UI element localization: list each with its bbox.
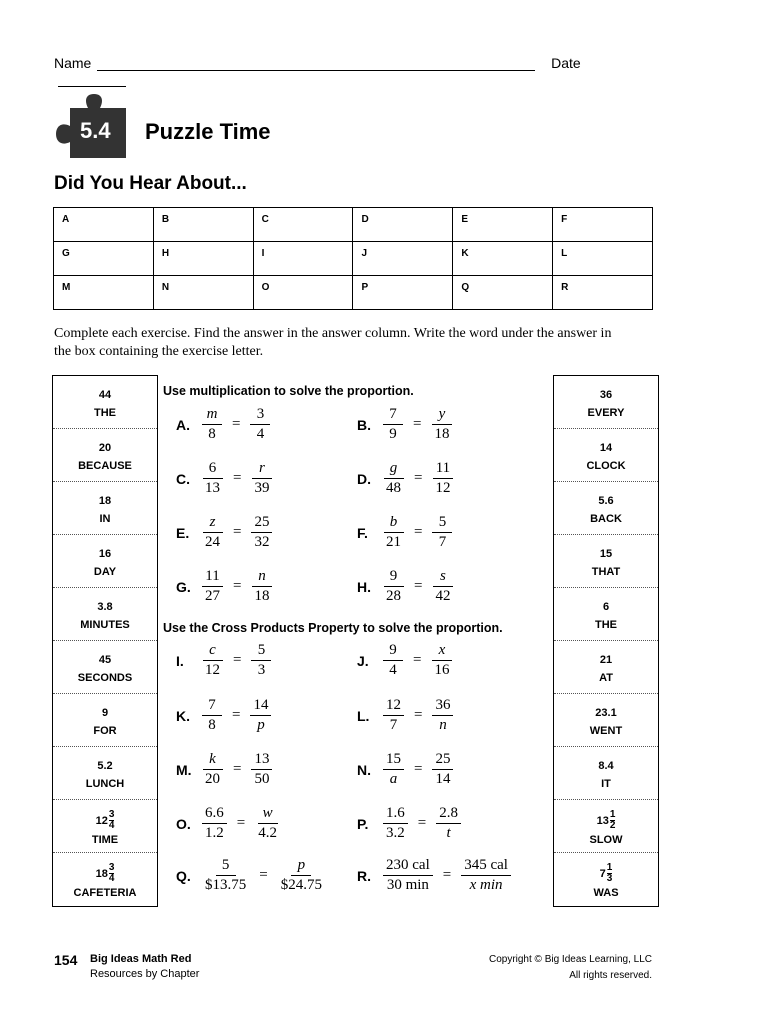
- mixed-num: 3: [108, 809, 115, 820]
- mixed-den: 2: [609, 820, 616, 831]
- answer-cell: [53, 482, 157, 535]
- grid-cell[interactable]: E: [453, 208, 553, 242]
- exercise-label: N.: [357, 761, 371, 778]
- fraction: [202, 642, 223, 679]
- numerator: 13: [251, 751, 272, 770]
- denominator: 48: [386, 480, 401, 496]
- equals-sign: =: [236, 815, 246, 831]
- grid-cell[interactable]: F: [553, 208, 653, 242]
- equals-sign: =: [414, 524, 423, 540]
- numerator: 5: [216, 857, 236, 876]
- book-title-line2: Resources by Chapter: [90, 968, 200, 980]
- exercise-label: C.: [176, 470, 190, 487]
- equals-sign: =: [232, 416, 241, 432]
- answer-cell: [554, 800, 658, 853]
- fraction: [431, 642, 452, 679]
- answer-cell: [53, 800, 157, 853]
- fraction: [202, 514, 223, 551]
- answer-word: TIME: [91, 834, 119, 846]
- numerator: 36: [432, 697, 453, 716]
- exercise-d: [357, 460, 457, 497]
- numerator: s: [433, 568, 453, 587]
- name-date-row: [54, 55, 654, 87]
- denominator: n: [439, 717, 447, 733]
- fraction: [251, 514, 272, 551]
- denominator: 24: [205, 534, 220, 550]
- fraction: [431, 406, 452, 443]
- equals-sign: =: [232, 707, 241, 723]
- answer-value: 44: [98, 389, 112, 401]
- answer-cell: [554, 588, 658, 641]
- numerator: n: [252, 568, 272, 587]
- answer-cell: [554, 429, 658, 482]
- denominator: 7: [389, 717, 398, 733]
- answer-cell: [53, 694, 157, 747]
- fraction: [383, 460, 404, 497]
- numerator: y: [432, 406, 452, 425]
- fraction: [383, 406, 403, 443]
- section-heading-cross-products: Use the Cross Products Property to solve the proportion.: [163, 621, 503, 635]
- equals-sign: =: [414, 761, 423, 777]
- fraction: [202, 460, 223, 497]
- denominator: 4.2: [258, 825, 277, 841]
- denominator: 18: [254, 588, 270, 604]
- exercise-r: [357, 857, 515, 894]
- answer-word: LUNCH: [85, 778, 125, 790]
- grid-cell[interactable]: N: [153, 276, 253, 310]
- fraction: [432, 568, 453, 605]
- fraction: [383, 697, 404, 734]
- answer-word: BACK: [590, 513, 622, 525]
- grid-cell[interactable]: Q: [453, 276, 553, 310]
- fraction: [202, 805, 227, 842]
- answer-value: 5.6: [598, 495, 614, 507]
- answer-word: WAS: [593, 887, 619, 899]
- fraction: [202, 568, 223, 605]
- fraction: [251, 568, 272, 605]
- exercise-e: [176, 514, 276, 551]
- grid-cell[interactable]: J: [353, 242, 453, 276]
- fraction: [436, 805, 461, 842]
- equals-sign: =: [413, 652, 422, 668]
- book-title-line1: Big Ideas Math Red: [90, 953, 192, 965]
- grid-cell[interactable]: B: [153, 208, 253, 242]
- section-heading-multiplication: Use multiplication to solve the proportion.: [163, 384, 414, 398]
- fraction: [432, 514, 452, 551]
- denominator: 12: [435, 480, 451, 496]
- answer-grid: [53, 207, 653, 310]
- copyright-line: Copyright © Big Ideas Learning, LLC: [488, 954, 652, 965]
- numerator: c: [203, 642, 223, 661]
- exercise-label: K.: [176, 707, 190, 724]
- fraction: [202, 406, 222, 443]
- fraction: [383, 857, 433, 894]
- date-label: Date: [551, 55, 581, 71]
- denominator: 27: [205, 588, 220, 604]
- equals-sign: =: [413, 416, 422, 432]
- numerator: 11: [433, 460, 453, 479]
- numerator: 5: [432, 514, 452, 533]
- fraction: [383, 751, 404, 788]
- section-badge: 5.4: [80, 118, 111, 143]
- grid-cell[interactable]: O: [253, 276, 353, 310]
- denominator: 14: [435, 771, 451, 787]
- numerator: 25: [251, 514, 272, 533]
- mixed-whole: 12: [95, 814, 108, 827]
- exercise-p: [357, 805, 465, 842]
- numerator: 9: [384, 568, 404, 587]
- exercise-label: J.: [357, 652, 369, 669]
- answer-value: 45: [98, 654, 112, 666]
- answer-cell: [554, 853, 658, 906]
- answer-cell: [554, 376, 658, 429]
- answer-word: IT: [601, 778, 611, 790]
- denominator: 3.2: [386, 825, 405, 841]
- answer-value: 18: [98, 495, 112, 507]
- equals-sign: =: [233, 652, 242, 668]
- answer-word: SLOW: [589, 834, 623, 846]
- denominator: 16: [434, 662, 450, 678]
- mixed-whole: 13: [596, 814, 609, 827]
- mixed-den: 4: [108, 820, 115, 831]
- mixed-den: 4: [108, 873, 115, 884]
- exercise-label: E.: [176, 524, 190, 541]
- fraction: [250, 406, 270, 443]
- numerator: p: [291, 857, 311, 876]
- equals-sign: =: [414, 578, 423, 594]
- answer-word: BECAUSE: [78, 460, 132, 472]
- answer-value: 16: [98, 548, 112, 560]
- fraction: [251, 460, 272, 497]
- numerator: 1.6: [383, 805, 408, 824]
- denominator: 12: [205, 662, 220, 678]
- equals-sign: =: [233, 470, 242, 486]
- date-line[interactable]: [58, 86, 126, 87]
- numerator: 6.6: [202, 805, 227, 824]
- numerator: 345 cal: [461, 857, 511, 876]
- equals-sign: =: [417, 815, 427, 831]
- denominator: 8: [208, 717, 216, 733]
- equals-sign: =: [414, 470, 423, 486]
- fraction: [383, 805, 408, 842]
- numerator: 3: [250, 406, 270, 425]
- exercise-o: [176, 805, 284, 842]
- answer-value: 36: [599, 389, 613, 401]
- numerator: 6: [203, 460, 223, 479]
- answer-word: MINUTES: [80, 619, 130, 631]
- answer-cell: [554, 641, 658, 694]
- denominator: 4: [256, 426, 265, 442]
- denominator: 32: [254, 534, 270, 550]
- answer-cell: [53, 535, 157, 588]
- answer-cell: [554, 747, 658, 800]
- fraction: [250, 697, 271, 734]
- denominator: 9: [389, 426, 397, 442]
- numerator: 2.8: [436, 805, 461, 824]
- exercise-f: [357, 514, 456, 551]
- denominator: 30 min: [386, 877, 429, 893]
- answer-word: AT: [599, 672, 613, 684]
- grid-cell[interactable]: K: [453, 242, 553, 276]
- page-number: 154: [54, 952, 78, 968]
- numerator: k: [203, 751, 223, 770]
- exercise-label: D.: [357, 470, 371, 487]
- numerator: 15: [383, 751, 404, 770]
- numerator: 230 cal: [383, 857, 433, 876]
- answer-value: 14: [599, 442, 613, 454]
- exercise-label: R.: [357, 867, 371, 884]
- exercise-label: P.: [357, 815, 369, 832]
- exercise-l: [357, 697, 457, 734]
- equals-sign: =: [233, 524, 242, 540]
- answer-cell: [53, 747, 157, 800]
- exercise-i: [176, 642, 275, 679]
- mixed-num: 1: [606, 862, 613, 873]
- answer-value: [554, 810, 658, 831]
- denominator: 4: [389, 662, 397, 678]
- exercise-b: [357, 406, 456, 443]
- exercise-label: Q.: [176, 867, 191, 884]
- answer-cell: [554, 482, 658, 535]
- exercise-g: [176, 568, 276, 605]
- instructions: Complete each exercise. Find the answer in the answer column. Write the word under the answer in the box containing the exercise letter.: [54, 326, 612, 359]
- exercise-a: [176, 406, 274, 443]
- mixed-whole: 18: [95, 867, 108, 880]
- copyright: [420, 952, 652, 984]
- numerator: r: [252, 460, 272, 479]
- numerator: 12: [383, 697, 404, 716]
- grid-cell[interactable]: C: [253, 208, 353, 242]
- denominator: x min: [469, 877, 503, 893]
- denominator: 50: [254, 771, 270, 787]
- answer-cell: [554, 694, 658, 747]
- fraction: [251, 751, 272, 788]
- fraction: [202, 697, 222, 734]
- book-title: [90, 952, 199, 982]
- answer-value: 3.8: [97, 601, 113, 613]
- fraction: [278, 857, 325, 894]
- name-line[interactable]: [97, 70, 535, 71]
- grid-cell[interactable]: G: [54, 242, 154, 276]
- numerator: 9: [383, 642, 403, 661]
- answer-value: [53, 810, 157, 831]
- mixed-whole: 7: [599, 867, 606, 880]
- fraction: [461, 857, 511, 894]
- exercise-m: [176, 751, 276, 788]
- grid-cell[interactable]: H: [153, 242, 253, 276]
- fraction: [383, 642, 403, 679]
- denominator: 42: [435, 588, 451, 604]
- answer-word: THE: [94, 407, 116, 419]
- answer-cell: [53, 588, 157, 641]
- denominator: a: [389, 771, 398, 787]
- equals-sign: =: [233, 761, 242, 777]
- right-answer-column: [553, 375, 659, 907]
- grid-cell[interactable]: R: [553, 276, 653, 310]
- denominator: $13.75: [205, 877, 247, 893]
- denominator: t: [446, 825, 451, 841]
- fraction: [202, 857, 249, 894]
- mixed-num: 3: [108, 862, 115, 873]
- answer-value: 23.1: [595, 707, 617, 719]
- denominator: 8: [208, 426, 216, 442]
- denominator: $24.75: [280, 877, 322, 893]
- name-label: Name: [54, 55, 92, 71]
- exercise-label: H.: [357, 578, 371, 595]
- answer-value: 21: [599, 654, 613, 666]
- puzzle-question: Did You Hear About...: [54, 173, 247, 194]
- equals-sign: =: [414, 707, 423, 723]
- exercise-label: I.: [176, 652, 184, 669]
- denominator: p: [257, 717, 265, 733]
- answer-word: CAFETERIA: [73, 887, 137, 899]
- exercise-n: [357, 751, 457, 788]
- answer-value: 20: [98, 442, 112, 454]
- numerator: x: [432, 642, 452, 661]
- answer-cell: [53, 376, 157, 429]
- numerator: w: [258, 805, 278, 824]
- answer-cell: [53, 429, 157, 482]
- exercise-label: A.: [176, 416, 190, 433]
- exercise-label: B.: [357, 416, 371, 433]
- answer-value: 9: [101, 707, 109, 719]
- fraction: [255, 805, 280, 842]
- grid-cell[interactable]: L: [553, 242, 653, 276]
- fraction: [432, 751, 453, 788]
- answer-word: IN: [99, 513, 111, 525]
- answer-word: WENT: [589, 725, 623, 737]
- exercise-h: [357, 568, 457, 605]
- answer-cell: [53, 853, 157, 906]
- exercise-j: [357, 642, 456, 679]
- fraction: [202, 751, 223, 788]
- page-title: Puzzle Time: [145, 119, 271, 144]
- numerator: 25: [432, 751, 453, 770]
- denominator: 13: [205, 480, 220, 496]
- rights-line: All rights reserved.: [569, 970, 652, 981]
- denominator: 7: [438, 534, 447, 550]
- exercise-label: O.: [176, 815, 191, 832]
- fraction: [251, 642, 271, 679]
- answer-value: 5.2: [97, 760, 113, 772]
- fraction: [383, 568, 404, 605]
- answer-word: SECONDS: [77, 672, 133, 684]
- exercise-k: [176, 697, 275, 734]
- denominator: 28: [386, 588, 401, 604]
- denominator: 18: [434, 426, 450, 442]
- exercise-c: [176, 460, 276, 497]
- mixed-num: 1: [609, 809, 616, 820]
- grid-cell[interactable]: D: [353, 208, 453, 242]
- answer-value: [554, 863, 658, 884]
- exercise-label: L.: [357, 707, 370, 724]
- answer-word: DAY: [93, 566, 117, 578]
- denominator: 3: [257, 662, 266, 678]
- answer-value: [53, 863, 157, 884]
- numerator: 7: [202, 697, 222, 716]
- answer-cell: [53, 641, 157, 694]
- answer-word: THE: [595, 619, 617, 631]
- numerator: 7: [383, 406, 403, 425]
- equals-sign: =: [233, 578, 242, 594]
- numerator: g: [384, 460, 404, 479]
- grid-cell[interactable]: P: [353, 276, 453, 310]
- answer-cell: [554, 535, 658, 588]
- numerator: 11: [202, 568, 222, 587]
- denominator: 20: [205, 771, 220, 787]
- numerator: 5: [251, 642, 271, 661]
- left-answer-column: [52, 375, 158, 907]
- exercise-label: G.: [176, 578, 191, 595]
- denominator: 39: [254, 480, 270, 496]
- exercise-q: [176, 857, 329, 894]
- exercise-label: M.: [176, 761, 192, 778]
- answer-word: CLOCK: [586, 460, 626, 472]
- numerator: z: [203, 514, 223, 533]
- denominator: 21: [386, 534, 401, 550]
- answer-word: FOR: [93, 725, 117, 737]
- numerator: m: [202, 406, 222, 425]
- grid-cell[interactable]: A: [54, 208, 154, 242]
- equals-sign: =: [442, 867, 452, 883]
- equals-sign: =: [259, 867, 268, 883]
- answer-word: THAT: [591, 566, 621, 578]
- grid-cell[interactable]: I: [253, 242, 353, 276]
- fraction: [432, 697, 453, 734]
- answer-value: 15: [599, 548, 613, 560]
- fraction: [383, 514, 404, 551]
- answer-value: 8.4: [598, 760, 614, 772]
- fraction: [432, 460, 453, 497]
- numerator: 14: [250, 697, 271, 716]
- grid-cell[interactable]: M: [54, 276, 154, 310]
- exercise-label: F.: [357, 524, 368, 541]
- denominator: 1.2: [205, 825, 224, 841]
- answer-word: EVERY: [587, 407, 625, 419]
- numerator: b: [384, 514, 404, 533]
- mixed-den: 3: [606, 873, 613, 884]
- answer-value: 6: [602, 601, 610, 613]
